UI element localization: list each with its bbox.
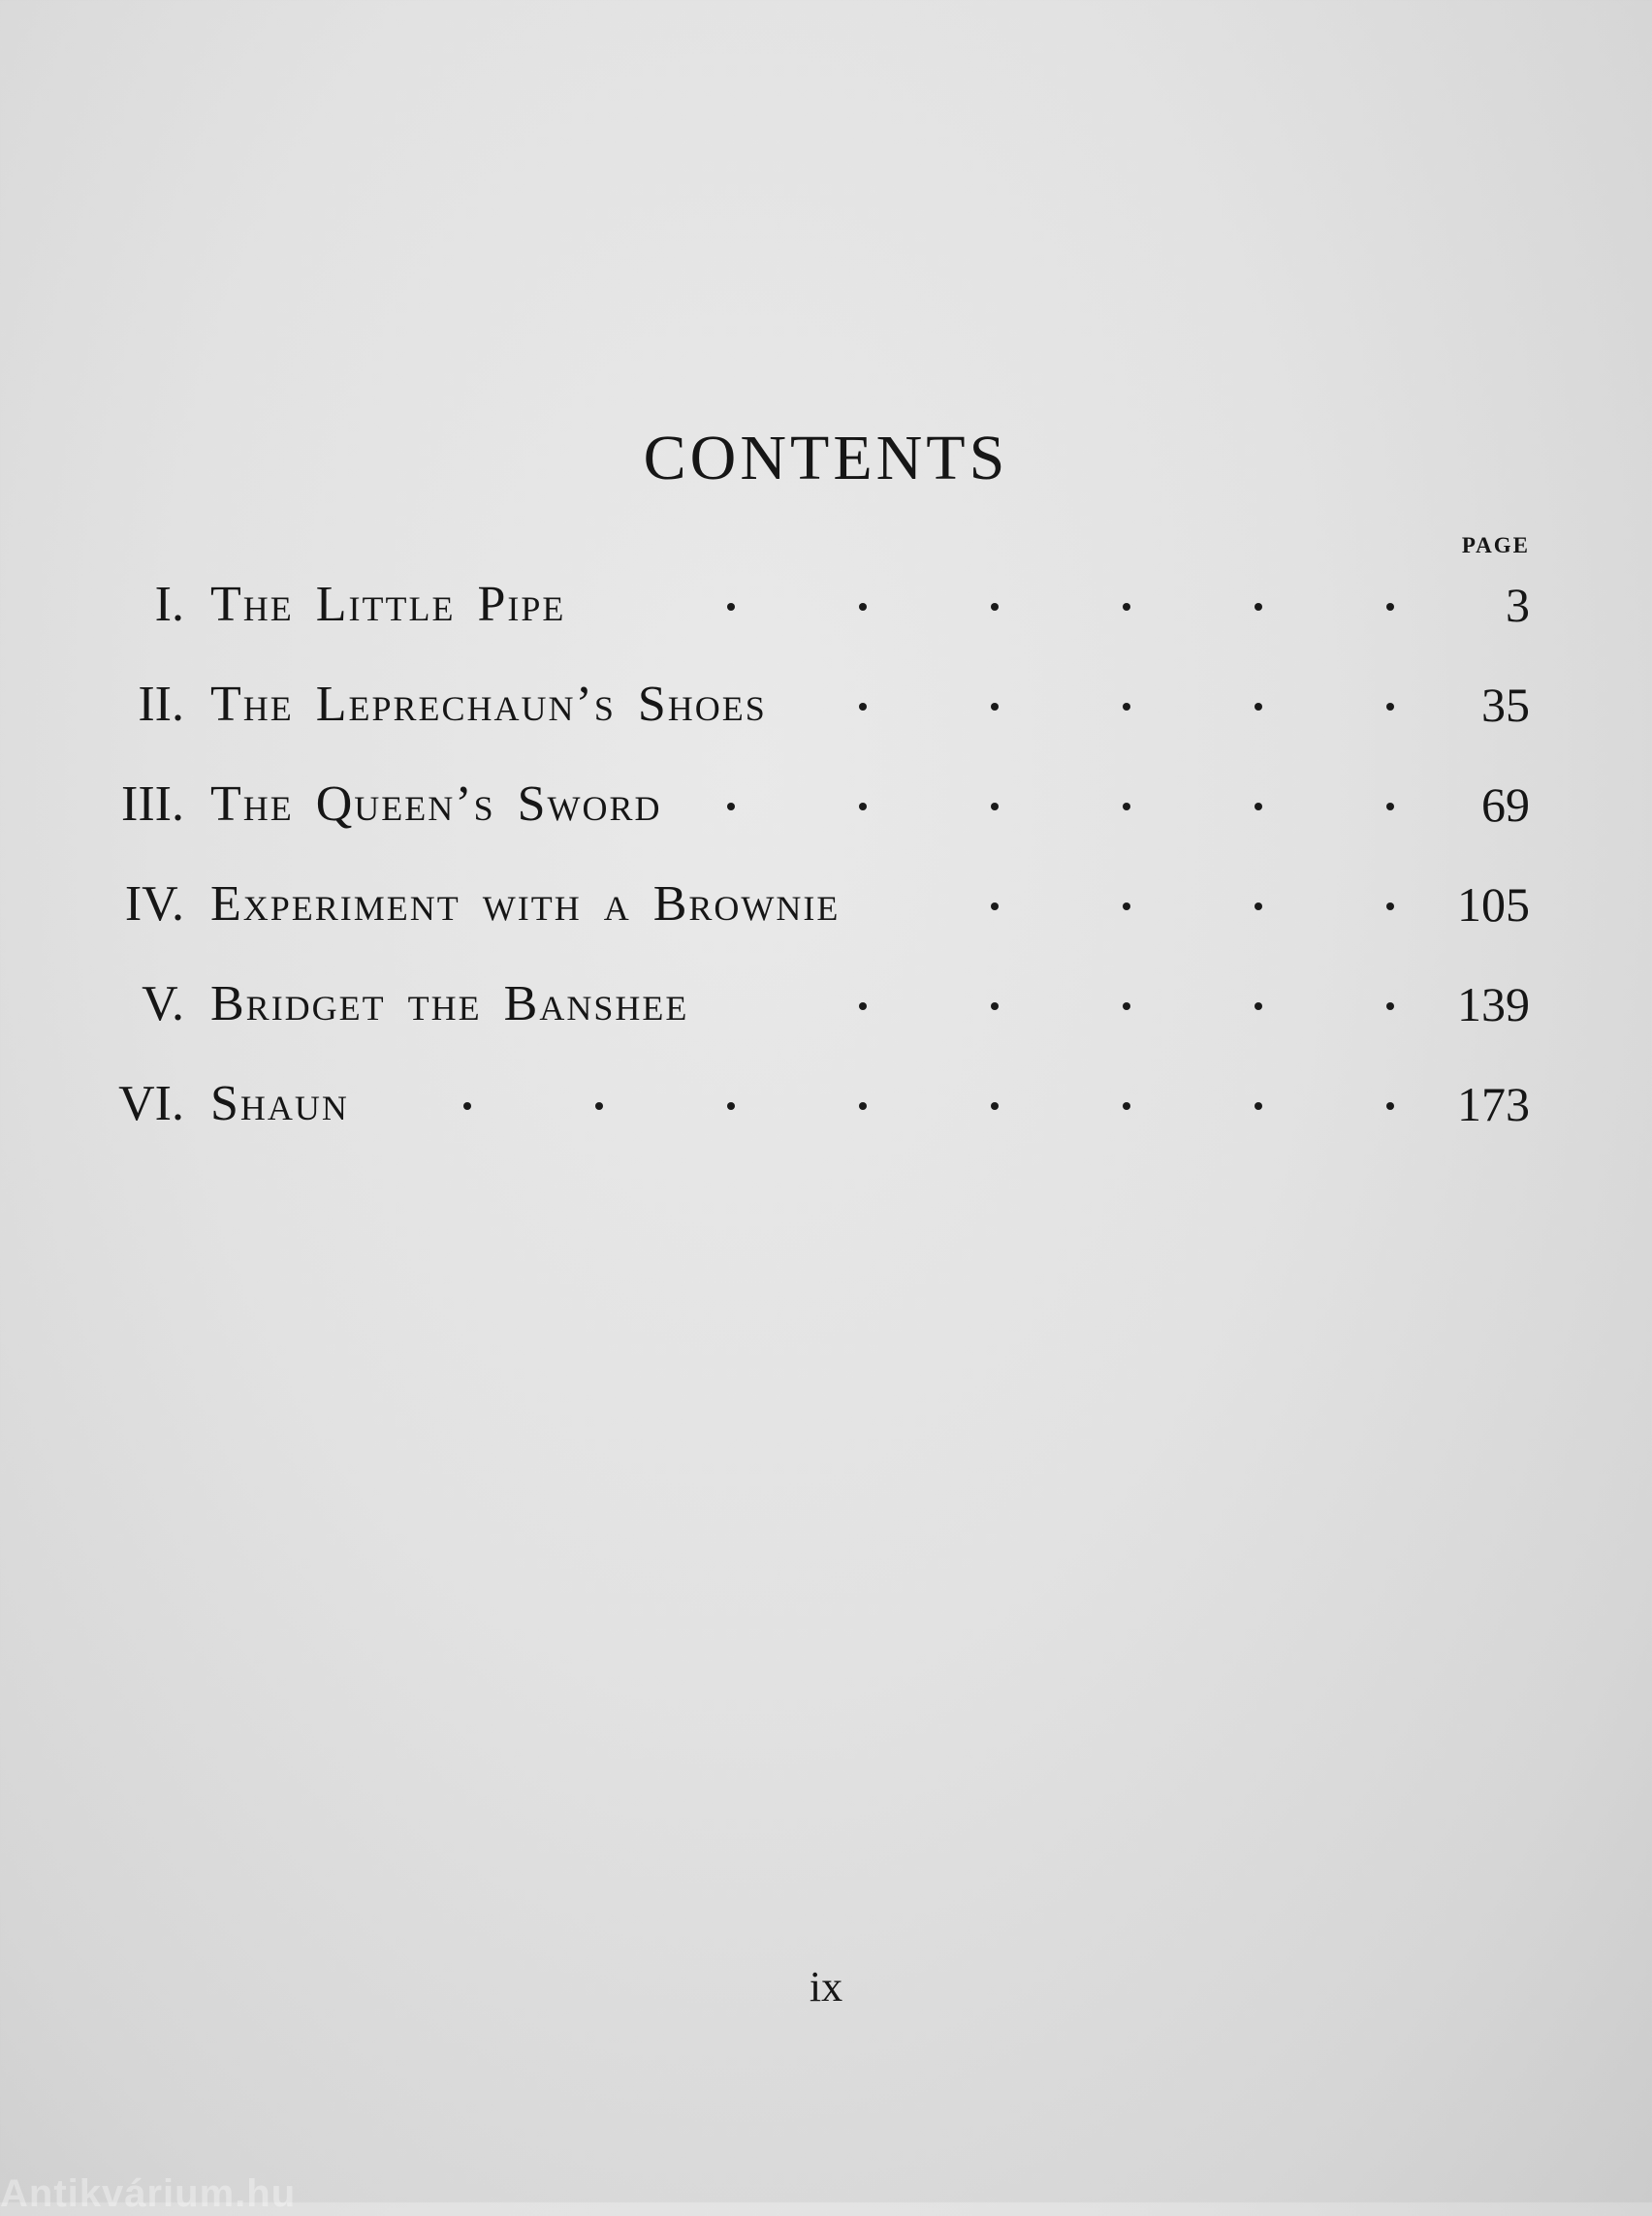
- leader-dot: [1255, 902, 1262, 910]
- leader-dot: [1123, 1002, 1130, 1010]
- chapter-title: Bridget the Banshee: [210, 976, 689, 1031]
- chapter-title: The Little Pipe: [210, 577, 566, 632]
- leader-dot: [1386, 1102, 1394, 1110]
- leader-dot: [1123, 803, 1130, 810]
- chapter-number: IV.: [124, 876, 184, 932]
- leader-dot: [463, 1102, 471, 1110]
- leader-dot: [859, 803, 867, 810]
- leader-dot: [991, 1002, 999, 1010]
- chapter-number: VI.: [118, 1076, 184, 1131]
- page-folio: ix: [809, 1963, 843, 2010]
- chapter-page-number: 139: [1457, 977, 1530, 1031]
- leader-dot: [1255, 703, 1262, 711]
- chapter-number: III.: [121, 776, 184, 832]
- toc-entry: [0, 870, 1652, 969]
- chapter-page-number: 105: [1457, 877, 1530, 932]
- chapter-page-number: 173: [1457, 1077, 1530, 1131]
- watermark: Antikvárium.hu: [0, 2172, 297, 2215]
- chapter-title: The Queen’s Sword: [210, 776, 662, 832]
- leader-dot: [859, 603, 867, 611]
- toc-entry: [0, 570, 1652, 670]
- leader-dot: [727, 603, 735, 611]
- leader-dot: [1123, 902, 1130, 910]
- leader-dot: [1386, 1002, 1394, 1010]
- leader-dot: [1386, 803, 1394, 810]
- leader-dot: [727, 803, 735, 810]
- leader-dot: [1386, 902, 1394, 910]
- toc-entry: [0, 670, 1652, 770]
- page-title: CONTENTS: [643, 423, 1009, 493]
- chapter-number: V.: [142, 976, 184, 1031]
- leader-dot: [1255, 1002, 1262, 1010]
- toc-entry: [0, 1069, 1652, 1169]
- leader-dot: [991, 803, 999, 810]
- chapter-page-number: 3: [1506, 578, 1530, 632]
- leader-dot: [1386, 703, 1394, 711]
- leader-dot: [859, 1002, 867, 1010]
- leader-dot: [595, 1102, 603, 1110]
- leader-dot: [991, 603, 999, 611]
- chapter-title: Shaun: [210, 1076, 349, 1131]
- leader-dot: [1123, 1102, 1130, 1110]
- toc-entry: [0, 770, 1652, 870]
- chapter-number: II.: [138, 677, 184, 732]
- chapter-title: The Leprechaun’s Shoes: [210, 677, 767, 732]
- chapter-number: I.: [154, 577, 184, 632]
- leader-dot: [859, 1102, 867, 1110]
- table-of-contents: [0, 570, 1652, 1169]
- leader-dot: [1255, 1102, 1262, 1110]
- leader-dot: [1386, 603, 1394, 611]
- chapter-title: Experiment with a Brownie: [210, 876, 841, 932]
- leader-dot: [727, 1102, 735, 1110]
- page-column-label: PAGE: [1461, 533, 1530, 557]
- leader-dot: [991, 703, 999, 711]
- chapter-page-number: 69: [1481, 777, 1530, 832]
- leader-dot: [991, 1102, 999, 1110]
- leader-dot: [1255, 803, 1262, 810]
- chapter-page-number: 35: [1481, 678, 1530, 732]
- leader-dot: [859, 703, 867, 711]
- leader-dot: [991, 902, 999, 910]
- leader-dot: [1123, 603, 1130, 611]
- leader-dot: [1123, 703, 1130, 711]
- leader-dot: [1255, 603, 1262, 611]
- toc-entry: [0, 969, 1652, 1069]
